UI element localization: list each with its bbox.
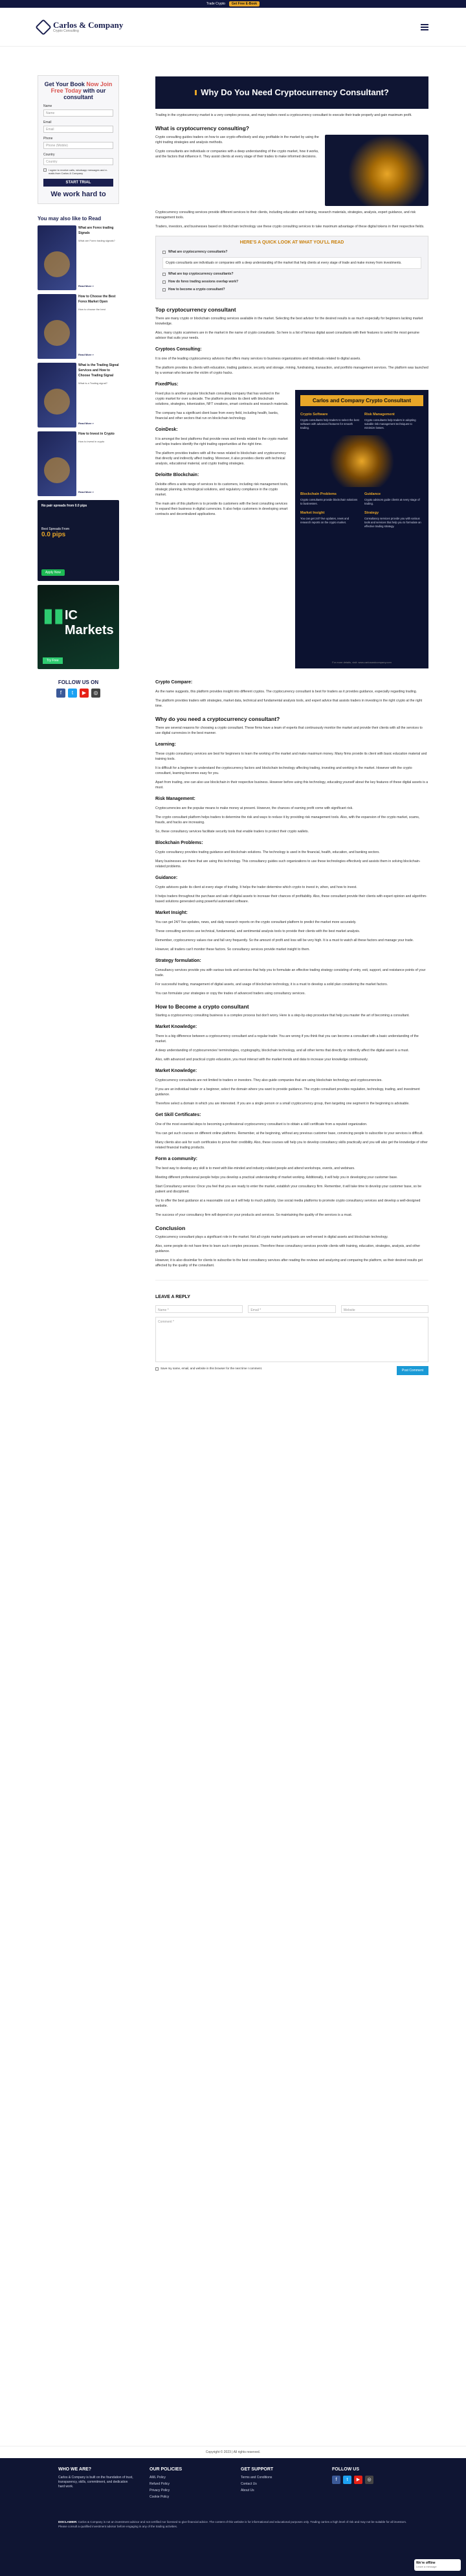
related-card-title[interactable]: What are Forex trading Signals	[78, 226, 114, 235]
spreads-ad-banner[interactable]	[38, 500, 119, 581]
instagram-icon[interactable]: ◎	[91, 689, 100, 698]
chat-widget[interactable]: We're offline Leave a message	[414, 2559, 461, 2571]
paragraph: Consultancy services provide you with various tools and services that help you to formulate an effective trading strategy consisting of entry, exit, support, and resistance points of your trade.	[155, 968, 426, 977]
sub-heading: Market Knowledge:	[155, 1025, 197, 1029]
checkbox-icon	[162, 251, 166, 254]
related-card-excerpt: How to choose the best	[78, 308, 105, 311]
hamburger-menu-icon[interactable]	[421, 27, 428, 28]
related-card-excerpt: What is a Trading signal?	[78, 382, 107, 385]
infographic-heading: Guidance	[364, 492, 381, 496]
brand-name: Carlos & Company	[53, 19, 124, 30]
sub-heading: Blockchain Problems:	[155, 841, 203, 845]
hero-banner	[155, 76, 428, 109]
signup-title: Get Your Book Now Join Free Today with our consultant	[44, 81, 113, 100]
infographic-heading: Blockchain Problems	[300, 492, 337, 496]
name-label: Name	[43, 104, 52, 108]
post-comment-button[interactable]: Post Comment	[397, 1366, 428, 1375]
paragraph: Starting a cryptocurrency consulting business is a complex process but don't worry. Here is a step-by-step procedure that help you master the art of becoming a consultant.	[155, 1014, 410, 1018]
paragraph: Cryptocurrency consultant plays a significant role in the market. Not all crypto market participants are well-versed in digital assets and blockchain technology.	[155, 1235, 388, 1239]
email-label: Email	[43, 120, 52, 124]
sub-heading: Get Skill Certificates:	[155, 1113, 201, 1117]
facebook-icon[interactable]: f	[332, 2476, 340, 2484]
free-ebook-button[interactable]: Get Free E-Book	[229, 1, 260, 6]
consent-checkbox[interactable]	[43, 168, 47, 172]
copyright: Copyright © 2023 | All rights reserved.	[0, 2446, 466, 2458]
main-nav	[421, 27, 428, 28]
paragraph: It is amongst the best platforms that provide news and trends related to the crypto market and helps traders identify the right trading opportunities at the right time.	[155, 437, 288, 446]
brand-tagline: Crypto Consulting	[53, 28, 79, 33]
related-card-excerpt: What are Forex trading signals?	[78, 239, 115, 242]
paragraph: The main aim of this platform is to provide its customers with the best consulting services to expand their business in digital currencies. It also helps customers in developing smart contracts and decentralized applications.	[155, 502, 288, 516]
footer-link[interactable]: Privacy Policy	[150, 2489, 170, 2492]
facebook-icon[interactable]: f	[56, 689, 65, 698]
footer-heading: GET SUPPORT	[241, 2467, 274, 2472]
paragraph: The best way to develop any skill is to meet with like-minded and industry-related people and attend workshops, events, and webinars.	[155, 1167, 355, 1170]
footer-heading: FOLLOW US	[332, 2467, 359, 2472]
paragraph: As the name suggests, this platform provides insight into different cryptos. The cryptocurrency consultant is best for traders as it provides guidance, especially regarding trading.	[155, 690, 417, 694]
paragraph: Therefore select a domain in which you are interested. If you are a single person or a small cryptocurrency group, then targeting one segment in the beginning is advisable.	[155, 1102, 410, 1106]
paragraph: There is a big difference between a cryptocurrency consultant and a regular trader. You are wrong if you think that you can become a consultant with a basic understanding of the market.	[155, 1034, 419, 1043]
comment-email-input[interactable]: Email *	[248, 1305, 335, 1313]
footer-link[interactable]: Terms and Conditions	[241, 2476, 272, 2479]
related-card[interactable]	[38, 431, 119, 496]
chart-bars-icon: ▮▮	[43, 605, 65, 626]
paragraph: Also, with advanced and practical crypto education, you must interact with the market trends and data to increase your knowledge continuously.	[155, 1058, 368, 1062]
related-thumbnail[interactable]	[38, 225, 76, 290]
ad-subtext: Best Spreads From	[41, 527, 70, 531]
paragraph: These crypto consultancy services are best for beginners to learn the working of the market and make maximum money. Many firms provide its client with basic education material and training tools.	[155, 752, 427, 761]
paragraph: A deep understanding of cryptocurrencies' terminologies, cryptography, blockchain technology, and all other terms that directly or indirectly affect the digital asset is a must.	[155, 1049, 409, 1053]
infographic-text: Crypto consultants provide blockchain solutions to businesses.	[300, 498, 358, 505]
reply-title: LEAVE A REPLY	[155, 1295, 190, 1299]
read-more-link[interactable]: Read More »	[78, 422, 94, 425]
bitcoin-image	[325, 135, 428, 206]
infographic-text: Crypto consultants help traders to select the best software with advanced features for smooth trading.	[300, 418, 359, 429]
infographic-text: Consultancy services provide you with various tools and services that help you to formulate an effective trading strategy.	[364, 517, 421, 528]
related-thumbnail[interactable]	[38, 363, 76, 427]
sub-heading: Risk Management:	[155, 797, 195, 801]
paragraph: Meeting different professional people helps you develop a practical understanding of market working. Additionally, it will help you in developing your customer base.	[155, 1176, 398, 1180]
ad-apply-button[interactable]: Apply Now	[41, 569, 65, 576]
sidebar	[38, 75, 119, 698]
toc-question[interactable]: What are cryptocurrency consultants?	[162, 249, 421, 255]
site-footer	[0, 2458, 466, 2576]
related-card-excerpt: How to invest in crypto	[78, 440, 105, 443]
paragraph: Cryptocurrency consultants are not limited to traders or investors. They also guide companies that are using blockchain technology and cryptocurrencies.	[155, 1078, 383, 1082]
section-heading: What is cryptocurrency consulting?	[155, 125, 249, 131]
save-info-row[interactable]: Save my name, email, and website in this browser for the next time I comment.	[155, 1366, 428, 1371]
comment-textarea[interactable]: Comment *	[155, 1317, 428, 1362]
paragraph: Deloitte offers a wide range of services to its customers, including risk management tools, strategic planning, technological solutions, and regulatory compliance in the crypto market.	[155, 483, 289, 497]
paragraph: Crypto consultancy provides trading guidance and blockchain solutions. The technology is used in the financial, health, education, and banking sectors.	[155, 850, 380, 854]
paragraph: The platform provides traders with all the news related to blockchain and cryptocurrency that directly and indirectly affect trading. Moreover, it also provides clients with technical analysis, educational material, and crypto trading strategies.	[155, 451, 286, 466]
ad-brand: IC Markets	[65, 608, 114, 637]
paragraph: It is difficult for a beginner to understand the cryptocurrency factors and blockchain technology affecting trading, investing and working in the market. However with the crypto consultant, learning becomes easy for you.	[155, 766, 412, 775]
paragraph: You can get such courses on different online platforms. Remember, at the beginning, without any previous customer base, convincing people to subscribe to your services is difficult.	[155, 1132, 423, 1135]
paragraph: The platform provides its clients with education, trading guidance, security and storage, mining, fundraising, transaction, and portfolio management services. The platform was launched by a woman who became the victim of crypto hacks.	[155, 366, 428, 375]
paragraph: It helps traders throughout the purchase and sale of digital assets to increase their chances of profitability. Also, these consultant provide their clients with expert opinion and algorithm-based solutions generated using powerful automated software.	[155, 895, 427, 904]
paragraph: The company has a significant client base from every field, including health, banks, financial and other sectors that run on blockchain technology.	[155, 411, 279, 420]
read-more-link[interactable]: Read More »	[78, 284, 94, 288]
paragraph: Cryptocurrencies are the popular means to make money at present. However, the chances of earning profit come with significant risk.	[155, 806, 353, 810]
signup-form	[38, 75, 119, 204]
sub-heading: Learning:	[155, 742, 176, 747]
country-select[interactable]: Country	[43, 158, 113, 165]
infographic-text: You can get 24/7 live updates, news and research reports on the crypto market.	[300, 517, 350, 524]
sub-heading: Strategy formulation:	[155, 959, 201, 963]
related-card-title[interactable]: What is the Trading Signal Services and How to Choose Trading Signal	[78, 363, 119, 378]
paragraph: Also, some people do not have time to learn such complex processes. Therefore these consultancy services provide clients with training, education, strategies, analysis, and other guidance.	[155, 1244, 421, 1253]
instagram-icon[interactable]: ◎	[365, 2476, 373, 2484]
paragraph: Traders, investors, and businesses based on blockchain technology use these crypto consulting services to take maximum advantage of these digital tokens in their respective fields.	[155, 225, 425, 229]
sub-heading: FixedPlus:	[155, 382, 179, 387]
footer-link[interactable]: Refund Policy	[150, 2482, 170, 2486]
sub-heading: Market Insight:	[155, 911, 188, 915]
related-card-title[interactable]: How to Choose the Best Forex Market Open	[78, 295, 116, 304]
read-more-link[interactable]: Read More »	[78, 490, 94, 494]
paragraph: For successful trading, management of digital assets, and usage of blockchain technology, it is a must to develop a solid plan considering the market factors.	[155, 983, 388, 986]
paragraph: The crypto consultant platform helps traders to determine the risk and ways to reduce it by providing risk management tools. Also, with the expansion of the crypto market, scams, frauds, and hacks are increasing.	[155, 815, 420, 825]
toc-answer: Crypto consultants are individuals or companies with a deep understanding of the market that help clients at every stage of trade and make money from investments.	[162, 257, 421, 269]
sub-heading: Form a community:	[155, 1157, 197, 1161]
phone-input[interactable]: Phone (Mobile)	[43, 142, 113, 149]
footer-disclaimer: DISCLAIMER: Carlos & Company is not an investment advisor and not certified nor licensed to give financial advice. The content of this website is for informational and educational purposes only. Trading carries a high level of risk and may not be suitable for all investors. Please consult a qualified investment advisor before engaging in any of the trading activities.	[58, 2520, 407, 2528]
top-announcement-bar	[0, 0, 466, 8]
paragraph: Start Consultancy services: Once you feel that you are ready to enter the market, establish your consultancy firm. Remember, it will take time to develop your customer base, so be patient and disciplined.	[155, 1185, 422, 1194]
related-card[interactable]	[38, 363, 119, 427]
paragraph: Crypto advisors guide its client at every stage of trading. It helps the trader determine which crypto to invest in, when, and how to invest.	[155, 885, 357, 889]
consent-checkbox-row[interactable]: I agree to receive calls, whatsapp messages and e-mails from Carlos & Company	[43, 168, 113, 175]
footer-link[interactable]: About Us	[241, 2489, 254, 2492]
paragraph: It is one of the leading cryptocurrency advisors that offers many services to business organizations and individuals related to digital assets.	[155, 357, 361, 361]
paragraph: The success of your consultancy firm will depend on your products and services. So maintaining the quality of the services is a must.	[155, 1213, 353, 1217]
follow-title: FOLLOW US ON	[58, 679, 99, 685]
infographic-coin-image	[300, 435, 423, 487]
paragraph: Try to offer the best guidance at a reasonable cost as it will help to much publicity. Use social media platforms to promote crypto consultancy services and develop a well-designed website.	[155, 1199, 421, 1208]
signup-help-text: We work hard to	[50, 190, 106, 198]
sub-heading: Cryptoos Consulting:	[155, 347, 202, 352]
infographic-heading: Market Insight	[300, 511, 325, 515]
sub-heading: Deloitte Blockchain:	[155, 473, 199, 477]
checkbox-icon	[162, 280, 166, 284]
paragraph: Many businesses are there that are using this technology. This consultancy guides such organizations to use these technologies effectively and assists them in solving blockchain-related problems.	[155, 860, 421, 869]
related-card[interactable]	[38, 294, 119, 359]
checkbox-icon	[162, 273, 166, 276]
section-heading: How to Become a crypto consultant	[155, 1003, 249, 1010]
footer-about-text: Carlos & Company is built on the foundation of trust, transparency, skills, commitment, and dedication hard work.	[58, 2476, 133, 2489]
brand-logo[interactable]	[38, 21, 123, 33]
comment-name-input[interactable]: Name *	[155, 1305, 243, 1313]
infographic-banner: Carlos and Company Crypto Consultant	[300, 395, 423, 406]
ad-headline: No pair spreads from 0.0 pips	[41, 504, 87, 508]
infographic-heading: Strategy	[364, 511, 379, 515]
consultant-infographic	[295, 390, 428, 668]
sub-heading: CoinDesk:	[155, 427, 178, 432]
paragraph: Crypto consultants are individuals or companies with a deep understanding of the crypto market, how it works, and the factors that influence it. They assist clients at every stage of their trades to make informed decisions.	[155, 150, 319, 159]
ad-value: 0.0 pips	[41, 531, 66, 538]
sub-heading: Market Knowledge:	[155, 1069, 197, 1073]
infographic-heading: Crypto Software	[300, 413, 328, 416]
twitter-icon[interactable]: t	[68, 689, 77, 698]
youtube-icon[interactable]: ▶	[80, 689, 89, 698]
save-info-checkbox[interactable]	[155, 1367, 159, 1371]
checkbox-icon	[162, 288, 166, 291]
paragraph: However, all traders can't monitor these factors. So consultancy services provide market insight to them.	[155, 948, 310, 952]
logo-mark-icon	[35, 19, 51, 35]
infographic-text: Crypto consultants help traders in adopting suitable risk management techniques to minimize losses.	[364, 418, 416, 429]
footer-link[interactable]: AML Policy	[150, 2476, 166, 2479]
related-card[interactable]	[38, 225, 119, 290]
paragraph: There are several reasons for choosing a crypto consultant. These firms have a team of experts that continuously monitor the market and provide their clients with all the services to use digital currencies in the best manner.	[155, 726, 423, 735]
footer-link[interactable]: Cookie Policy	[150, 2495, 170, 2499]
youtube-icon[interactable]: ▶	[354, 2476, 362, 2484]
footer-heading: OUR POLICIES	[150, 2467, 183, 2472]
country-label: Country	[43, 153, 55, 157]
related-thumbnail[interactable]	[38, 294, 76, 359]
paragraph: So, these consultancy services facilitate security tools that enable traders to protect their crypto wallets.	[155, 830, 309, 834]
infographic-text: Crypto advisors guide clients at every stage of trading.	[364, 498, 420, 505]
related-title: You may also like to Read	[38, 216, 102, 222]
ad-try-button[interactable]: Try Free	[43, 657, 63, 664]
paragraph: One of the most essential steps to becoming a professional cryptocurrency consultant is to obtain a skill certificate from a reputed organization.	[155, 1123, 368, 1126]
paragraph: Remember, cryptocurrency values rise and fall very frequently. So the amount of profit and loss will be very high. It is a must to watch all these factors and manage your trade.	[155, 939, 414, 942]
paragraph: You can get 24/7 live updates, news, and daily research reports on the crypto consultant platform to predict the market more accurately.	[155, 920, 357, 924]
paragraph: Also, many crypto scammers are in the market in the name of crypto consultants. So here is a list of famous digital asset consultants with their features to select the most genuine advisor that suits your needs.	[155, 331, 419, 340]
comment-form	[155, 1280, 428, 1371]
paragraph: Fixed plus is another popular blockchain consulting company that has worked in the crypto market for over a decade. The platform provides its client with blockchain solutions, strategies, tokenization, NFT creations, smart contracts and research materials.	[155, 392, 289, 406]
sub-heading: Guidance:	[155, 876, 178, 880]
toc-question[interactable]: What are top cryptocurrency consultants?	[162, 271, 421, 277]
toc-question[interactable]: How to become a crypto consultant?	[162, 287, 421, 292]
site-header	[0, 8, 466, 47]
intro-paragraph: Trading in the cryptocurrency market is a very complex process, and many traders need a cryptocurrency consultant to execute their trade properly and gain maximum profit.	[155, 113, 412, 117]
section-heading: Conclusion	[155, 1225, 186, 1231]
footer-heading: WHO WE ARE?	[58, 2467, 92, 2472]
paragraph: The platform provides traders with strategies, market data, technical and fundamental analysis tools, and expert advice that assists traders in investing in the right crypto at the right time.	[155, 699, 423, 708]
paragraph: Cryptocurrency consulting services provide different services to their clients, including education and training, research materials, strategies, analysis, expert guidance, and risk management tools.	[155, 211, 416, 220]
paragraph: Crypto consulting guides traders on how to use crypto effectively and stay profitable in the market by using the right trading strategies and analysis methods.	[155, 135, 319, 144]
paragraph: However, it is also dissimilar for clients to subscribe to the best consultancy services after reading the reviews and analyzing and comparing the platform, as their desired results get affected by the quality of the consultant.	[155, 1259, 423, 1268]
paragraph: There are many crypto or blockchain consulting services available in the market. Selecting the best advisor for the desired results is as much especially for beginners lacking market knowledge.	[155, 317, 423, 326]
infographic-heading: Risk Management	[364, 413, 395, 416]
comment-website-input[interactable]: Website	[341, 1305, 428, 1313]
paragraph: You can formulate your strategies or copy the trades of advanced traders using consultancy services.	[155, 992, 305, 996]
section-heading: Top cryptocurrency consultant	[155, 306, 236, 313]
read-more-link[interactable]: Read More »	[78, 353, 94, 356]
email-input[interactable]: Email	[43, 126, 113, 133]
related-thumbnail[interactable]	[38, 431, 76, 496]
name-input[interactable]: Name	[43, 109, 113, 117]
follow-us	[38, 679, 119, 698]
topbar-text: Trade Crypto	[206, 2, 225, 6]
quick-look-title: HERE'S A QUICK LOOK AT WHAT YOU'LL READ	[239, 240, 344, 245]
sub-heading: Crypto Compare:	[155, 680, 193, 685]
twitter-icon[interactable]: t	[343, 2476, 351, 2484]
article-title: Why Do You Need Cryptocurrency Consultant?	[195, 90, 389, 95]
ic-markets-ad-banner[interactable]	[38, 585, 119, 669]
paragraph: If you are an individual trader or a beginner, select the domain where you want to provide guidance. The crypto consultant provides regulation, technology, trading, and investment guidance.	[155, 1088, 420, 1097]
paragraph: Apart from trading, one can also use blockchain in their respective business. However before using this technology, educating yourself about the key features of these digital assets is a must.	[155, 781, 428, 790]
paragraph: Many clients also ask for such certificates to prove their credibility. Also, these courses will help you to develop consultancy skills practically and you will also get the knowledge of other related financial trading products.	[155, 1141, 428, 1150]
infographic-url: For more details, visit: www.carlosandcompany.com	[332, 661, 392, 664]
related-card-title[interactable]: How to Invest in Crypto	[78, 432, 115, 436]
article	[155, 76, 428, 1375]
section-heading: Why do you need a cryptocurrency consultant?	[155, 716, 280, 722]
start-trial-button[interactable]: START TRIAL	[43, 179, 113, 187]
quick-look-box	[155, 236, 428, 299]
footer-link[interactable]: Contact Us	[241, 2482, 257, 2486]
phone-label: Phone	[43, 137, 53, 141]
toc-question[interactable]: How do forex trading sessions overlap work?	[162, 279, 421, 284]
paragraph: These consulting services use technical, fundamental, and sentimental analysis tools to provide their clients with the best market analysis.	[155, 929, 361, 933]
